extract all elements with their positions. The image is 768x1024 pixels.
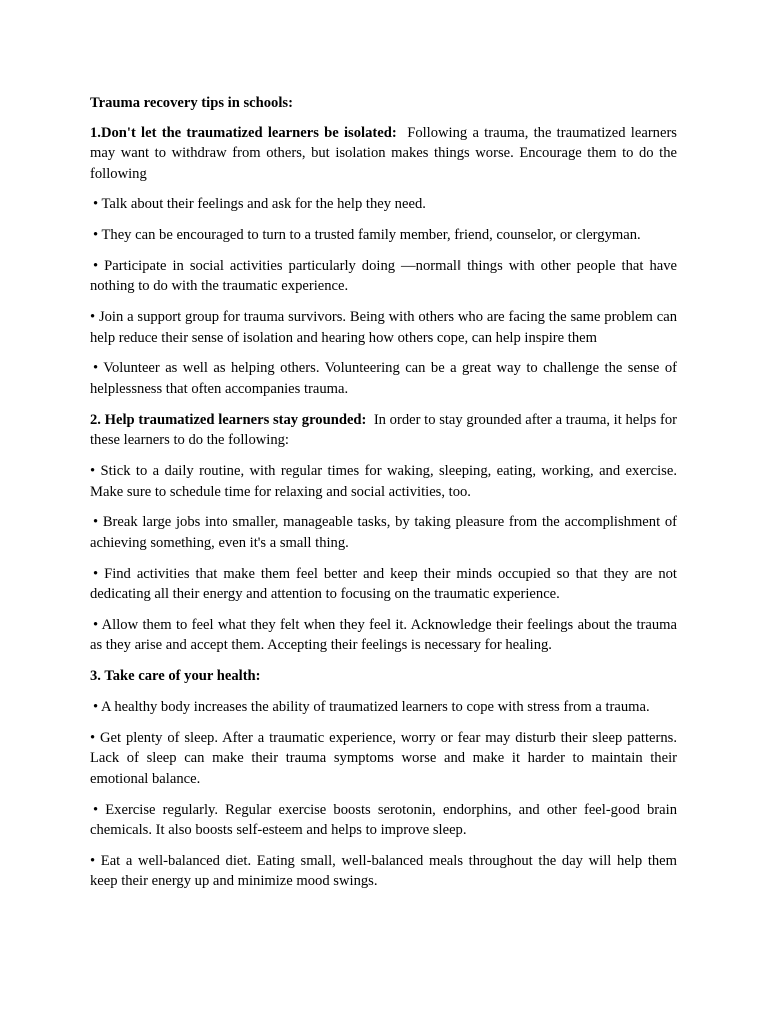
- bullet-item: • Participate in social activities particularly doing ―normal‖ things with other people that have nothing to do with the traumatic experience.: [90, 257, 677, 295]
- bullet-item: • Stick to a daily routine, with regular times for waking, sleeping, eating, working, and exercise. Make sure to schedule time for relaxing and social activities, too.: [90, 463, 677, 500]
- bullet-item: • They can be encouraged to turn to a trusted family member, friend, counselor, or clergyman.: [93, 227, 641, 244]
- section-2-heading: 2. Help traumatized learners stay grounded:: [90, 411, 367, 428]
- bullet-item: • Join a support group for trauma survivors. Being with others who are facing the same problem can help reduce their sense of isolation and hearing how others cope, can help inspire them: [90, 309, 677, 346]
- bullet-item: • Get plenty of sleep. After a traumatic experience, worry or fear may disturb their sleep patterns. Lack of sleep can make their trauma symptoms worse and make it harder to maintain their emotional balance.: [90, 729, 677, 787]
- section-2-intro-paragraph: [90, 410, 677, 451]
- section-1-intro-paragraph: [90, 123, 677, 185]
- section-2-intro: In order to stay grounded after a trauma, it helps for these learners to do the following:: [90, 411, 677, 449]
- bullet-item: • Allow them to feel what they felt when they feel it. Acknowledge their feelings about the trauma as they arise and accept them. Accepting their feelings is necessary for healing.: [90, 616, 677, 654]
- bullet-item: • Volunteer as well as helping others. Volunteering can be a great way to challenge the sense of helplessness that often accompanies trauma.: [90, 360, 677, 397]
- document-page: [90, 93, 677, 902]
- section-1-intro: Following a trauma, the traumatized learners may want to withdraw from others, but isolation makes things worse. Encourage them to do the following: [90, 124, 677, 182]
- bullet-item: • Talk about their feelings and ask for the help they need.: [93, 196, 426, 213]
- bullet-item: • Find activities that make them feel better and keep their minds occupied so that they are not dedicating all their energy and attention to focusing on the traumatic experience.: [90, 565, 677, 603]
- section-1-heading: 1.Don't let the traumatized learners be isolated:: [90, 124, 397, 141]
- bullet-item: • Break large jobs into smaller, manageable tasks, by taking pleasure from the accomplishment of achieving something, even it's a small thing.: [90, 514, 677, 551]
- bullet-item: • Eat a well-balanced diet. Eating small, well-balanced meals throughout the day will help them keep their energy up and minimize mood swings.: [90, 852, 677, 890]
- document-title: Trauma recovery tips in schools:: [90, 95, 293, 111]
- bullet-item: • Exercise regularly. Regular exercise boosts serotonin, endorphins, and other feel-good brain chemicals. It also boosts self-esteem and helps to improve sleep.: [90, 801, 677, 839]
- section-3-heading: 3. Take care of your health:: [90, 668, 261, 685]
- bullet-item: • A healthy body increases the ability of traumatized learners to cope with stress from a trauma.: [93, 699, 650, 716]
